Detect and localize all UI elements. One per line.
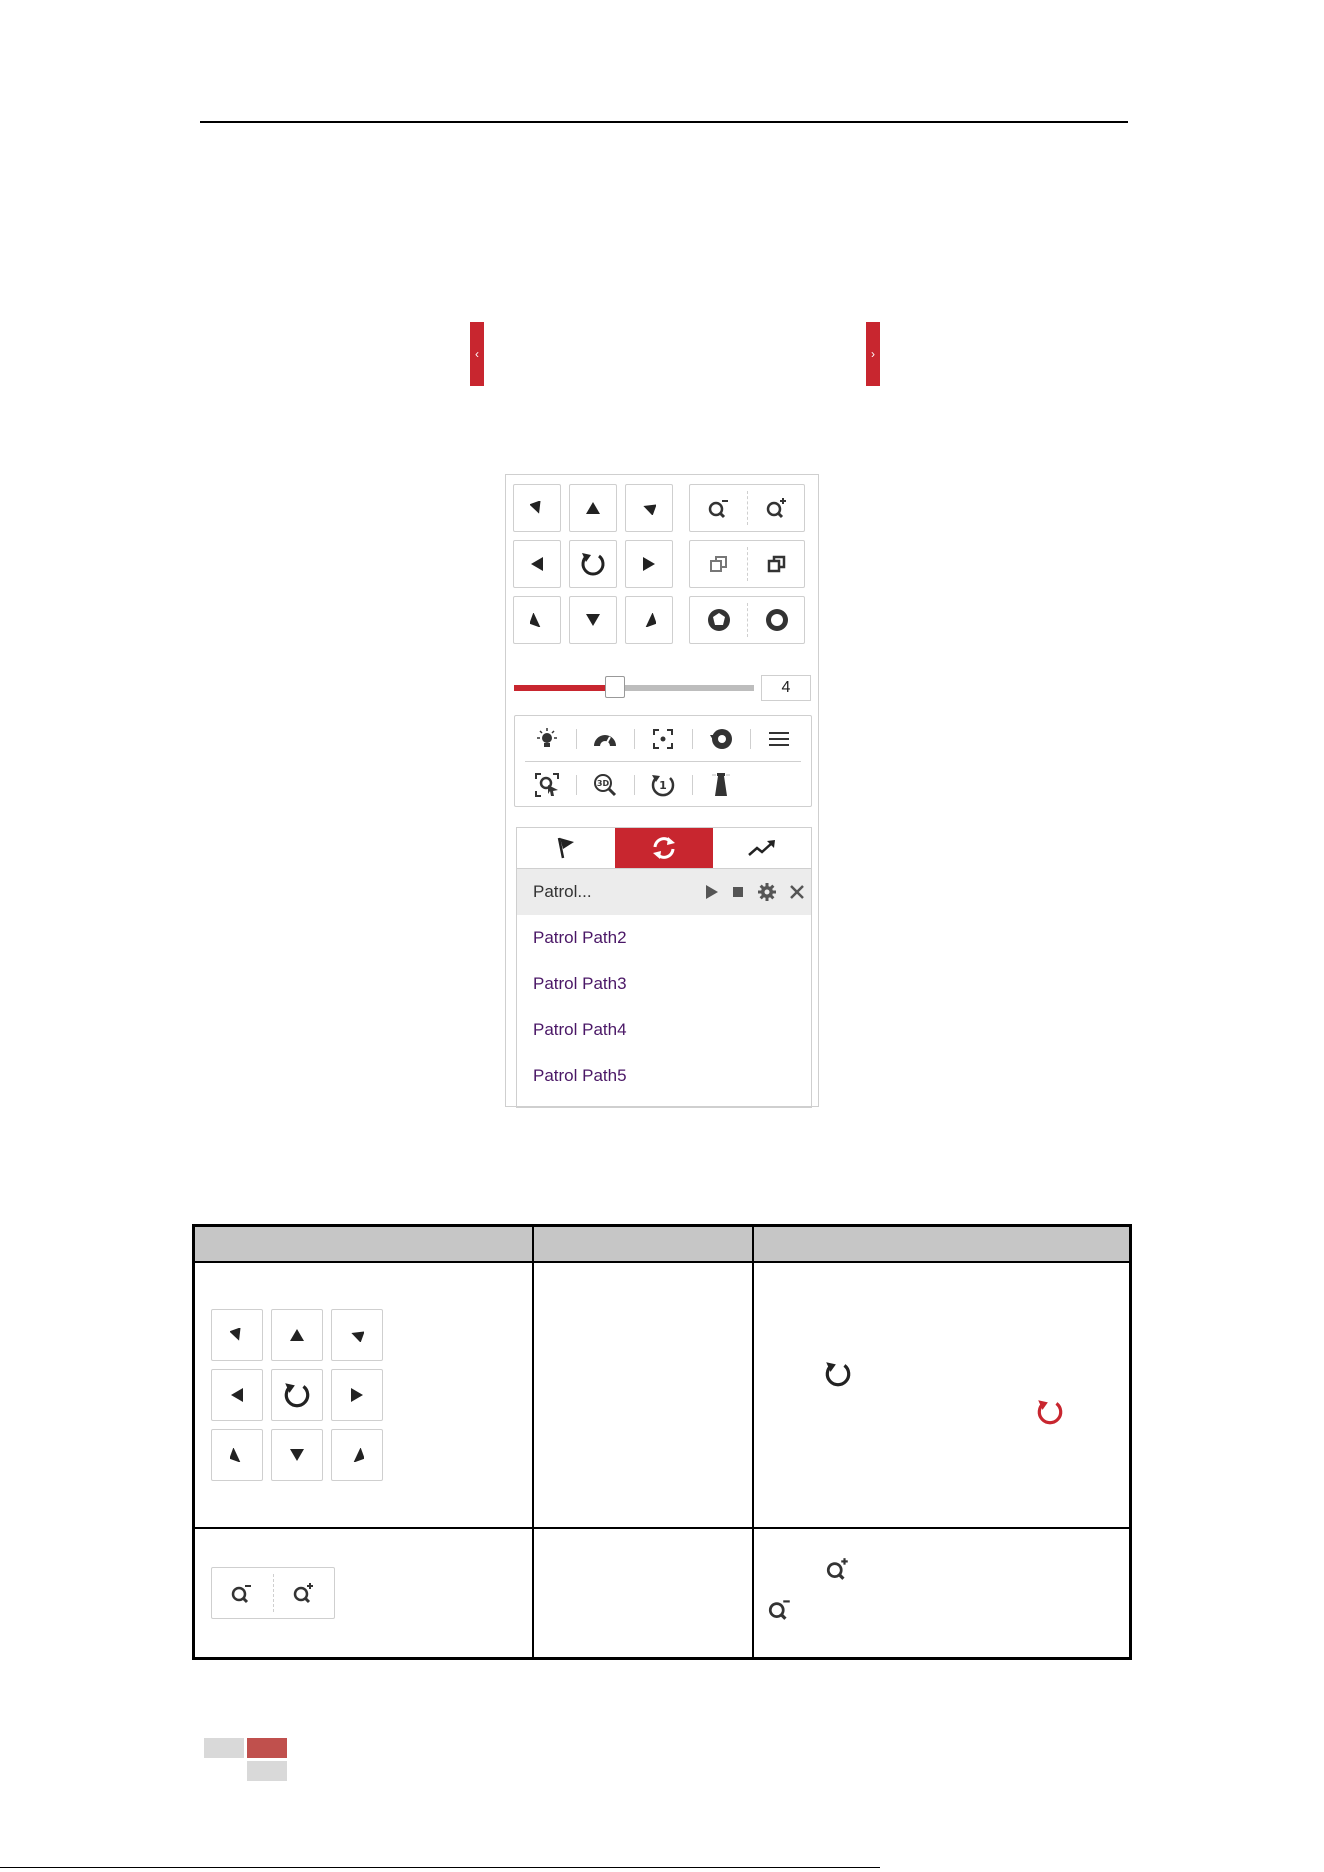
patrol-list <box>516 869 812 1108</box>
preset-flag-icon <box>554 836 578 860</box>
auto-pan-button[interactable] <box>569 540 617 588</box>
close-icon[interactable] <box>789 884 805 900</box>
zoom-out-icon <box>230 1582 254 1604</box>
header-rule <box>200 121 1128 123</box>
separator <box>692 775 693 795</box>
speed-slider-track[interactable] <box>514 685 754 691</box>
ptz-description-table <box>192 1224 1132 1660</box>
tab-pattern[interactable] <box>713 828 811 868</box>
auxiliary-focus-button[interactable] <box>643 724 683 754</box>
zoom-in-icon <box>825 1557 851 1581</box>
table-auto-pan-button <box>271 1369 323 1421</box>
focus-far-icon <box>766 553 788 575</box>
focus-near-icon <box>708 553 730 575</box>
tab-patrol[interactable] <box>615 828 713 868</box>
manual-tracking-button[interactable] <box>527 770 567 800</box>
iris-control <box>689 596 805 644</box>
lens-init-icon <box>708 726 734 752</box>
ptz-tab-bar <box>516 827 812 869</box>
arrow-up-right-icon <box>350 1328 364 1342</box>
arrow-left-icon <box>531 557 543 571</box>
list-item[interactable] <box>517 1053 811 1099</box>
arrow-right-icon <box>351 1388 363 1402</box>
pan-up-right-button[interactable] <box>625 484 673 532</box>
table-pan-left-button <box>211 1369 263 1421</box>
list-item[interactable] <box>517 1007 811 1053</box>
patrol-cycle-icon <box>651 835 677 861</box>
ptz-control-panel <box>505 474 819 1107</box>
zoom-in-icon <box>765 497 789 519</box>
zoom-control <box>689 484 805 532</box>
list-item[interactable] <box>517 869 811 915</box>
zoom-out-icon <box>767 1597 793 1621</box>
zoom-out-button[interactable] <box>690 485 748 531</box>
expand-right-handle[interactable] <box>866 322 880 386</box>
arrow-up-right-icon <box>642 501 656 515</box>
separator <box>576 729 577 749</box>
arrow-down-left-icon <box>230 1448 244 1462</box>
iris-open-button[interactable] <box>690 597 748 643</box>
one-touch-park-button[interactable] <box>643 770 683 800</box>
pan-down-button[interactable] <box>569 596 617 644</box>
footer-decoration <box>204 1738 244 1758</box>
table-header-row <box>195 1227 1129 1263</box>
column-divider <box>532 1227 534 1657</box>
separator <box>634 729 635 749</box>
3d-zoom-button[interactable] <box>585 770 625 800</box>
arrow-down-left-icon <box>530 613 544 627</box>
zoom-in-icon <box>292 1582 316 1604</box>
one-touch-icon <box>650 772 676 798</box>
zoom-divider <box>273 1574 274 1612</box>
gear-icon[interactable] <box>757 882 777 902</box>
more-menu-button[interactable] <box>759 724 799 754</box>
arrow-down-icon <box>290 1449 304 1461</box>
ptz-function-toolbar <box>514 715 812 807</box>
focus-control <box>689 540 805 588</box>
rotate-icon <box>579 550 607 578</box>
separator <box>576 775 577 795</box>
wiper-icon <box>592 728 618 750</box>
patrol-label: Patrol Path4 <box>533 1020 627 1039</box>
iris-close-button[interactable] <box>748 597 806 643</box>
pan-right-button[interactable] <box>625 540 673 588</box>
svg-text:3D: 3D <box>596 779 610 788</box>
tab-preset[interactable] <box>517 828 615 868</box>
footer-rule <box>0 1867 880 1868</box>
pan-up-left-button[interactable] <box>513 484 561 532</box>
list-item[interactable] <box>517 961 811 1007</box>
pan-down-left-button[interactable] <box>513 596 561 644</box>
rotate-active-icon <box>1035 1397 1065 1427</box>
arrow-down-icon <box>586 614 600 626</box>
table-zoom-control <box>211 1567 335 1619</box>
pan-down-right-button[interactable] <box>625 596 673 644</box>
zoom-out-icon <box>707 497 731 519</box>
chevron-right-icon: › <box>871 347 875 361</box>
speed-slider-handle[interactable] <box>605 676 625 698</box>
patrol-label: Patrol... <box>533 882 592 901</box>
zoom-in-button[interactable] <box>748 485 806 531</box>
manual-defog-button[interactable] <box>701 770 741 800</box>
stop-icon[interactable] <box>731 885 745 899</box>
separator <box>750 729 751 749</box>
rotate-icon <box>823 1359 853 1389</box>
auxiliary-focus-icon <box>652 728 674 750</box>
speed-value: 4 <box>761 675 811 701</box>
3d-zoom-icon <box>592 772 618 798</box>
toolbar-row-divider <box>525 761 801 762</box>
separator <box>634 775 635 795</box>
table-pan-down-right-button <box>331 1429 383 1481</box>
speed-slider-fill <box>514 685 615 691</box>
arrow-up-left-icon <box>530 501 544 515</box>
table-pan-up-right-button <box>331 1309 383 1361</box>
footer-decoration-accent <box>247 1738 287 1758</box>
table-pan-down-left-button <box>211 1429 263 1481</box>
pattern-trend-icon <box>748 838 776 858</box>
arrow-up-left-icon <box>230 1328 244 1342</box>
arrow-up-icon <box>290 1329 304 1341</box>
light-button[interactable] <box>527 724 567 754</box>
footer-decoration <box>247 1761 287 1781</box>
iris-open-icon <box>706 607 732 633</box>
wiper-button[interactable] <box>585 724 625 754</box>
patrol-label: Patrol Path5 <box>533 1066 627 1085</box>
lighthouse-icon <box>710 772 732 798</box>
focus-near-button[interactable] <box>690 541 748 587</box>
column-divider <box>752 1227 754 1657</box>
lens-initialization-button[interactable] <box>701 724 741 754</box>
row-divider <box>195 1527 1129 1529</box>
chevron-left-icon: ‹ <box>475 347 479 361</box>
manual-tracking-icon <box>534 772 560 798</box>
light-bulb-icon <box>535 727 559 751</box>
iris-close-icon <box>764 607 790 633</box>
pan-left-button[interactable] <box>513 540 561 588</box>
arrow-down-right-icon <box>642 613 656 627</box>
arrow-up-icon <box>586 502 600 514</box>
arrow-left-icon <box>231 1388 243 1402</box>
table-pan-up-left-button <box>211 1309 263 1361</box>
play-icon[interactable] <box>705 884 719 900</box>
patrol-label: Patrol Path3 <box>533 974 627 993</box>
menu-lines-icon <box>769 731 789 747</box>
patrol-label: Patrol Path2 <box>533 928 627 947</box>
list-item[interactable] <box>517 915 811 961</box>
collapse-left-handle[interactable] <box>470 322 484 386</box>
focus-far-button[interactable] <box>748 541 806 587</box>
separator <box>692 729 693 749</box>
table-pan-up-button <box>271 1309 323 1361</box>
arrow-right-icon <box>643 557 655 571</box>
svg-text:1: 1 <box>659 779 667 792</box>
arrow-down-right-icon <box>350 1448 364 1462</box>
pan-up-button[interactable] <box>569 484 617 532</box>
table-pan-down-button <box>271 1429 323 1481</box>
rotate-icon <box>282 1380 312 1410</box>
table-pan-right-button <box>331 1369 383 1421</box>
